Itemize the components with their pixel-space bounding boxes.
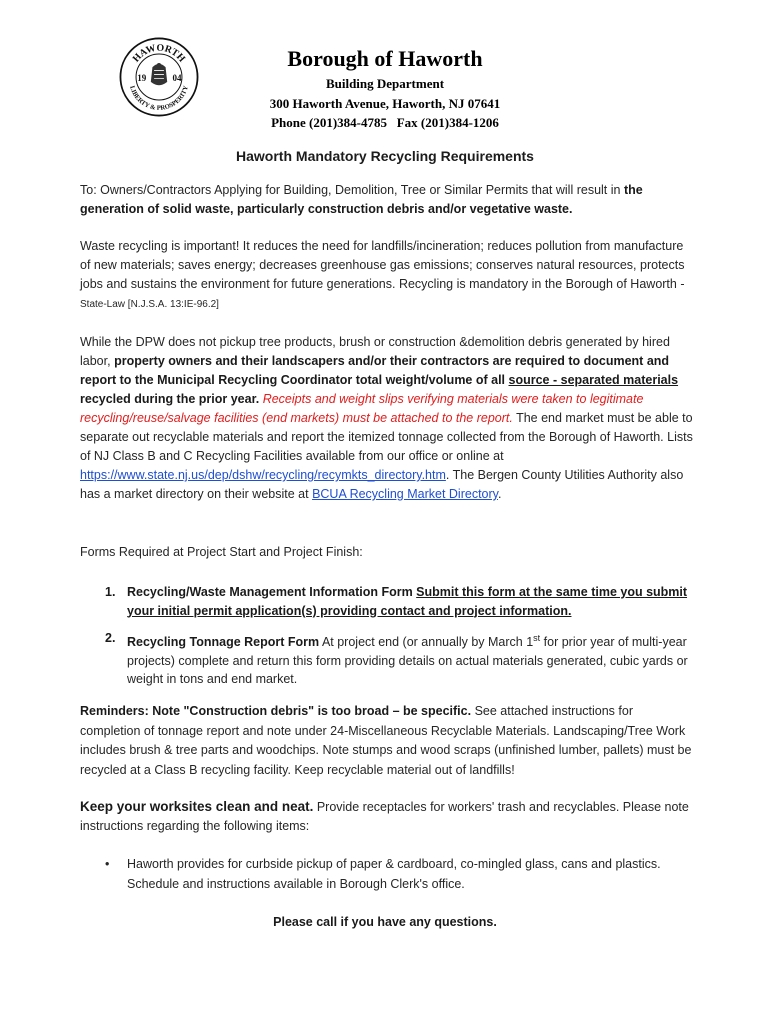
waste-text: Waste recycling is important! It reduces the need for landfills/incineration; reduces pollution from manufacture of new materials; saves energy; decreases greenhouse gas emissions; conserves natural resources, protects jobs and sustains the environment for future generations. Recycling is mandatory in the Borough of Haworth - [80, 239, 685, 291]
dpw-text-4: recycled during the prior year. [80, 392, 260, 406]
item1-title: Recycling/Waste Management Information Form [127, 585, 417, 599]
receipts-notice: Receipts and weight slips verifying materials were taken to legitimate recycling/reuse/salvage facilities (end markets) must be attached to the report. [80, 392, 644, 425]
dpw-text-2: property owners and their landscapers and/or their contractors are required to document and report to the Municipal Recycling Coordinator total weight/volume of all [80, 354, 670, 387]
seal-right-digits: 04 [172, 73, 182, 84]
document-title: Haworth Mandatory Recycling Requirements [236, 148, 534, 164]
address: 300 Haworth Avenue, Haworth, NJ 07641 [269, 95, 501, 111]
closing-line: Please call if you have any questions. [273, 915, 497, 929]
item2-superscript: st [533, 633, 541, 643]
seal-left-digits: 19 [137, 73, 147, 84]
forms-intro: Forms Required at Project Start and Project Finish: [80, 545, 363, 559]
list-item [80, 583, 695, 620]
seal-emblem [151, 63, 167, 85]
keep-clean-bold: Keep your worksites clean and neat. [80, 799, 314, 814]
reminders-paragraph [80, 702, 695, 780]
seal-top-text: HAWORTH [130, 42, 188, 65]
letterhead [200, 44, 570, 133]
waste-paragraph [80, 237, 695, 314]
waste-law: State-Law [N.J.S.A. 13:IE-96.2] [80, 299, 219, 310]
svg-text:HAWORTH [131, 43, 188, 65]
dpw-text-6: The end market must be able to separate out recyclable materials and report the itemized tonnage collected from the Borough of Haworth. Lists of NJ Class B and C Recycling Facilities available from our office or online at [80, 411, 693, 463]
borough-name: Borough of Haworth [287, 46, 483, 71]
bcua-directory-link[interactable]: BCUA Recycling Market Directory [312, 487, 498, 501]
dpw-paragraph [80, 333, 695, 504]
to-intro: To: Owners/Contractors Applying for Building, Demolition, Tree or Similar Permits that will result in [80, 183, 624, 197]
item2-title: Recycling Tonnage Report Form [127, 635, 320, 650]
keep-clean-paragraph [80, 797, 695, 836]
dpw-text-3: source - separated materials [508, 373, 679, 387]
seal-graphic [118, 36, 200, 118]
to-bold: the generation of solid waste, particularly construction debris and/or vegetative waste. [80, 183, 643, 216]
item-number: 1. [105, 585, 116, 599]
dpw-text-7: . The Bergen County Utilities Authority also has a market directory on their website at [80, 468, 684, 501]
list-item [80, 629, 695, 689]
keep-clean-text: Provide receptacles for workers' trash and recyclables. Please note instructions regarding the following items: [80, 800, 689, 833]
reminders-text: See attached instructions for completion of tonnage report and note under 24-Miscellaneous Recyclable Materials. Landscaping/Tree Work includes brush & tree parts and woodchips. Note stumps and wood scraps (unfinished lumber, pallets) must be recycled at a Class B recycling facility. Keep recyclable material out of landfills! [80, 704, 692, 777]
item2-text-b: for prior year of multi-year projects) complete and return this form providing details on actual materials generated, cubic yards or weight in tons and end market. [127, 635, 688, 687]
dpw-text-1: While the DPW does not pickup tree products, brush or construction &demolition debris generated by hired labor, [80, 335, 670, 368]
bullet-text: Haworth provides for curbside pickup of paper & cardboard, co-mingled glass, cans and plastics. Schedule and instructions available in Borough Clerk's office. [127, 857, 661, 891]
seal-bottom-text: LIBERTY & PROSPERITY [128, 85, 190, 112]
dpw-text-8: . [498, 487, 502, 501]
borough-seal [118, 36, 200, 118]
phone-fax: Phone (201)384-4785 Fax (201)384-1206 [271, 115, 499, 130]
item2-text-a: At project end (or annually by March 1 [319, 635, 534, 650]
item1-instruction: Submit this form at the same time you submit your initial permit application(s) providing contact and project information. [127, 585, 688, 618]
to-paragraph [80, 181, 695, 219]
curbside-bullet [80, 855, 695, 894]
forms-list [80, 583, 695, 698]
reminders-bold: Reminders: Note "Construction debris" is too broad – be specific. [80, 704, 472, 718]
bullet-mark: • [105, 857, 110, 871]
item-number: 2. [105, 631, 116, 645]
department-name: Building Department [325, 76, 445, 91]
nj-recycling-directory-link[interactable]: https://www.state.nj.us/dep/dshw/recycling/recymkts_directory.htm [80, 468, 446, 482]
